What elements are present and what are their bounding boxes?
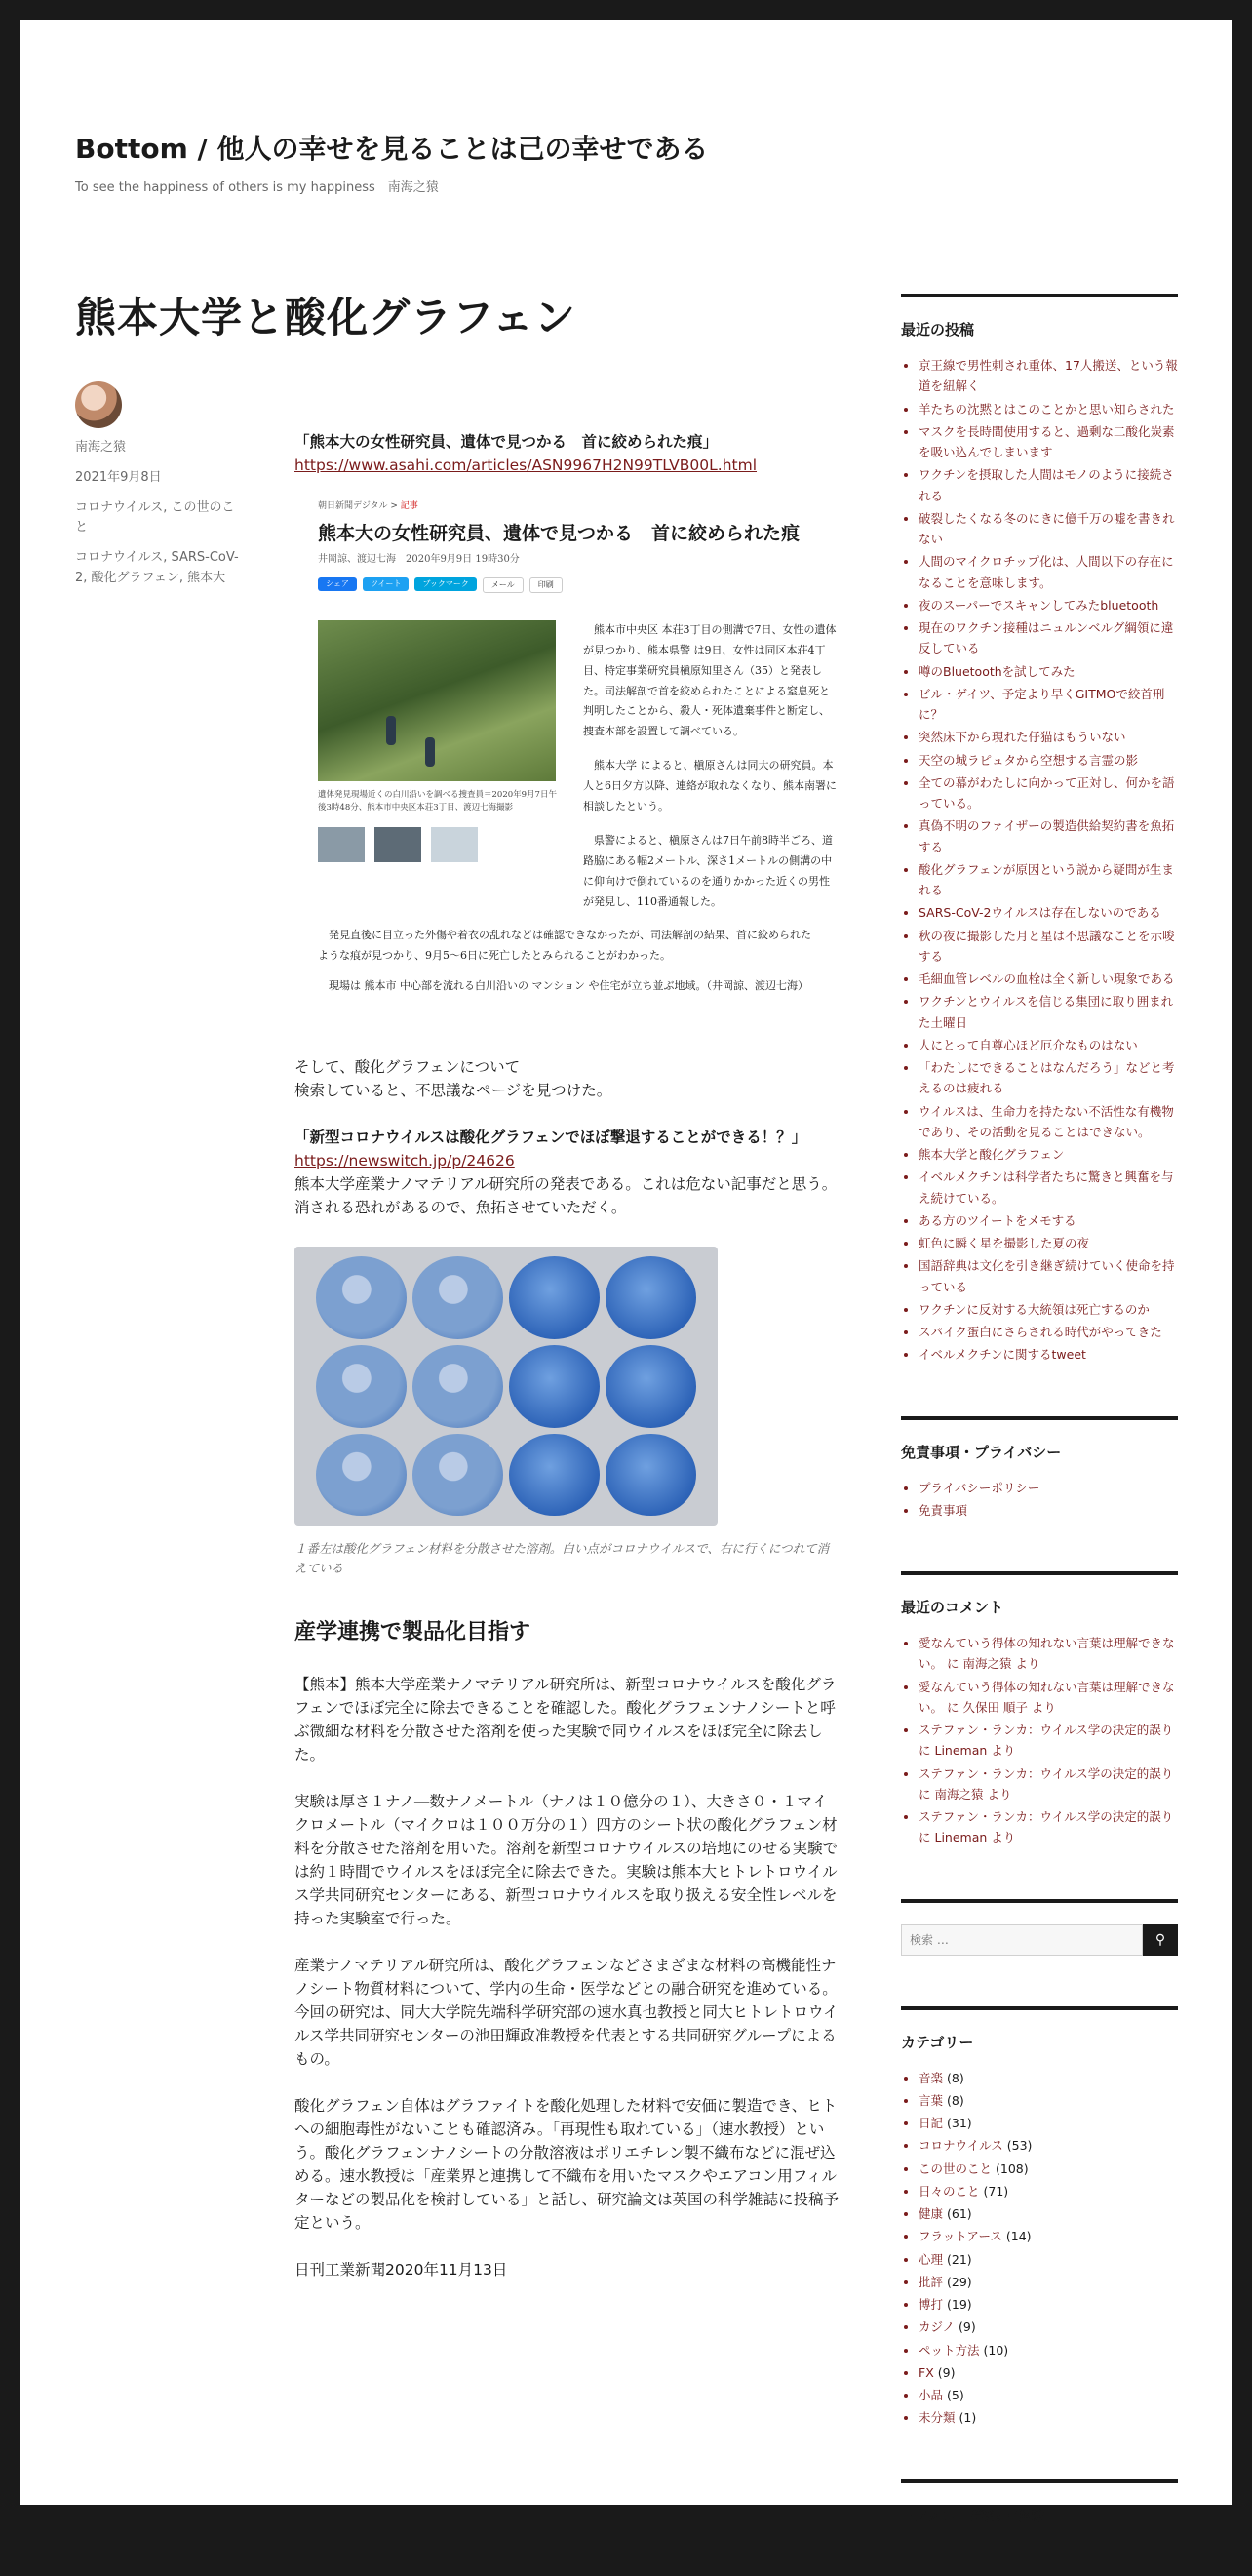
share-mail-button: メール <box>483 577 524 593</box>
category-count: (9) <box>937 2364 956 2380</box>
recent-post-link[interactable]: • 破裂したくなる冬のにきに億千万の嘘を書きれない <box>919 508 1178 550</box>
share-buttons <box>294 577 839 593</box>
site-header <box>75 128 1177 195</box>
category-name[interactable]: 博打 <box>919 2297 944 2312</box>
recent-post-link[interactable]: • 天空の城ラピュタから空想する言霊の影 <box>919 750 1178 771</box>
disclaimer-link[interactable]: • 免責事項 <box>919 1500 1178 1521</box>
privacy-policy-link[interactable]: • プライバシーポリシー <box>919 1478 1178 1498</box>
recent-post-link[interactable]: • 国語辞典は文化を引き継ぎ続けていく使命を持っている <box>919 1255 1178 1297</box>
recent-posts-widget <box>901 294 1178 1366</box>
category-name[interactable]: 日記 <box>919 2116 944 2130</box>
recent-post-link[interactable]: • ワクチンとウイルスを信じる集団に取り囲まれた土曜日 <box>919 991 1178 1033</box>
category-count: (21) <box>947 2251 972 2267</box>
category-count: (1) <box>959 2410 977 2426</box>
recent-post-link[interactable]: • 熊本大学と酸化グラフェン <box>919 1144 1178 1165</box>
recent-post-link[interactable]: • 噂のBluetoothを試してみた <box>919 661 1178 682</box>
follow-widget <box>901 2479 1178 2525</box>
category-name[interactable]: 音楽 <box>919 2070 944 2085</box>
recent-post-link[interactable]: • 全ての幕がわたしに向かって正対し、何かを語っている。 <box>919 773 1178 814</box>
recent-post-link[interactable]: • 毛細血管レベルの血栓は全く新しい現象である <box>919 969 1178 989</box>
well-plate-photo <box>294 1247 718 1526</box>
sidebar <box>901 294 1178 2576</box>
category-link[interactable] <box>919 2272 1178 2292</box>
news-paragraph: 熊本市中央区 本荘3丁目の側溝で7日、女性の遺体が見つかり、熊本県警 は9日、女性は同区本荘4丁目、特定事業研究員槇原知里さん（35）と発表した。司法解剖で首を絞められたことによる窒息死と判明したことから、殺人・死体遺棄事件と断定し、捜査本部を設置して調べている。 <box>583 622 837 738</box>
category-name[interactable]: FX <box>919 2364 934 2380</box>
section-heading: 産学連携で製品化目指す <box>294 1620 531 1645</box>
category-count: (29) <box>947 2274 972 2289</box>
figure-caption: １番左は酸化グラフェン材料を分散させた溶剤。白い点がコロナウイルスで、右に行くにつれて消えている <box>294 1541 830 1575</box>
recent-post-link[interactable]: • ワクチンに反対する大統領は死亡するのか <box>919 1299 1178 1320</box>
post-tags[interactable]: コロナウイルス, SARS-CoV-2, 酸化グラフェン, 熊本大 <box>75 550 239 585</box>
recent-post-link[interactable]: • 人間のマイクロチップ化は、人間以下の存在になることを意味します。 <box>919 551 1178 593</box>
post-date[interactable]: 2021年9月8日 <box>75 469 162 485</box>
category-link[interactable] <box>919 2362 1178 2383</box>
breadcrumb: 朝日新聞デジタル > 記事 <box>318 501 418 512</box>
category-count: (19) <box>947 2297 972 2312</box>
site-description: To see the happiness of others is my happiness 南海之猿 <box>75 180 439 195</box>
recent-comment-link[interactable]: • 愛なんていう得体の知れない言葉は理解できない。 に 南海之猿 より <box>919 1633 1178 1675</box>
category-name[interactable]: カジノ <box>919 2319 956 2335</box>
recent-post-link[interactable]: • イベルメクチンに関するtweet <box>919 1344 1178 1365</box>
link-asahi[interactable]: https://www.asahi.com/articles/ASN9967H2N99TLVB00L.html <box>294 456 758 475</box>
source-line: 日刊工業新聞2020年11月13日 <box>294 2261 508 2279</box>
post-meta <box>75 381 241 599</box>
categories-widget <box>901 2006 1178 2429</box>
news-paragraph: 発見直後に目立った外傷や着衣の乱れなどは確認できなかったが、司法解剖の結果、首に絞められたような痕が見つかり、9月5～6日に死亡したとみられることがわかった。 <box>318 929 811 963</box>
recent-post-link[interactable]: • 羊たちの沈黙とはこのことかと思い知らされた <box>919 399 1178 419</box>
widget-title: 最近の投稿 <box>901 321 975 338</box>
recent-post-link[interactable]: • イベルメクチンは科学者たちに驚きと興奮を与え続けている。 <box>919 1167 1178 1209</box>
category-link[interactable] <box>919 2294 1178 2315</box>
category-link[interactable] <box>919 2317 1178 2337</box>
category-link[interactable] <box>919 2407 1178 2428</box>
category-name[interactable]: ペット方法 <box>919 2342 980 2358</box>
search-input[interactable] <box>901 1924 1143 1956</box>
news-headline: 熊本大の女性研究員、遺体で見つかる 首に絞められた痕 <box>318 522 801 544</box>
news-photo <box>318 620 556 781</box>
recent-post-link[interactable]: • 京王線で男性刺され重体、17人搬送、という報道を紐解く <box>919 355 1178 397</box>
recent-post-link[interactable]: • ある方のツイートをメモする <box>919 1210 1178 1231</box>
recent-post-link[interactable]: • 現在のワクチン接種はニュルンベルグ綱領に違反している <box>919 617 1178 659</box>
recent-post-link[interactable]: • 夜のスーパーでスキャンしてみたbluetooth <box>919 595 1178 615</box>
category-count: (31) <box>947 2116 972 2130</box>
recent-post-link[interactable]: • 秋の夜に撮影した月と星は不思議なことを示唆する <box>919 926 1178 968</box>
category-count: (9) <box>959 2319 976 2335</box>
news-photo-caption: 遺体発見現場近くの白川沿いを調べる捜査員＝2020年9月7日午後3時48分、熊本市中央区本荘3丁目、渡辺七海撮影 <box>318 789 557 812</box>
paragraph: 実験は厚さ１ナノ―数ナノメートル（ナノは１０億分の１）、大きさ０・１マイクロメートル（マイクロは１００万分の１）四方のシート状の酸化グラフェン材料を分散させた溶剤を用いた。溶剤を新型コロナウイルスの培地にのせる実験では約１時間でウイルスをほぼ完全に除去できた。実験は熊本大ヒトレトロウイルス学共同研究センターにある、新型コロナウイルスを取り扱える安全性レベルを持った実験室で行った。 <box>294 1793 839 1928</box>
post-content <box>294 430 841 2305</box>
paragraph: そして、酸化グラフェンについて 検索していると、不思議なページを見つけた。 <box>294 1058 612 1100</box>
news-byline: 井岡諒、渡辺七海 2020年9月9日 19時30分 <box>318 554 520 566</box>
category-name[interactable]: 小品 <box>919 2388 944 2402</box>
recent-comment-link[interactable]: • ステファン・ランカ：ウイルス学の決定的誤り に 南海之猿 より <box>919 1764 1178 1805</box>
recent-post-link[interactable]: • ワクチンを摂取した人間はモノのように接続される <box>919 464 1178 506</box>
category-link[interactable] <box>919 2090 1178 2111</box>
category-name[interactable]: 健康 <box>919 2206 944 2221</box>
share-hatena-button: ブックマーク <box>414 577 476 591</box>
post-title: 熊本大学と酸化グラフェン <box>75 294 576 341</box>
recent-post-link[interactable]: • ウイルスは、生命力を持たない不活性な有機物であり、その活動を見ることはできない。 <box>919 1101 1178 1143</box>
category-count: (8) <box>947 2070 964 2085</box>
recent-post-link[interactable]: • 突然床下から現れた仔猫はもういない <box>919 727 1178 747</box>
quote-asahi: 「熊本大の女性研究員、遺体で見つかる 首に絞められた痕」 <box>294 433 719 451</box>
news-thumbnails <box>318 827 562 862</box>
category-count: (8) <box>947 2092 964 2108</box>
category-name[interactable]: 未分類 <box>919 2410 956 2426</box>
site-title[interactable]: Bottom / 他人の幸せを見ることは己の幸せである <box>75 133 709 165</box>
recent-post-link[interactable]: • 真偽不明のファイザーの製造供給契約書を魚拓する <box>919 815 1178 857</box>
share-print-button: 印刷 <box>529 577 563 593</box>
recent-post-link[interactable]: • ビル・ゲイツ、予定より早くGITMOで絞首刑に？ <box>919 684 1178 726</box>
recent-comments-widget <box>901 1571 1178 1848</box>
recent-post-link[interactable]: • スパイク蛋白にさらされる時代がやってきた <box>919 1322 1178 1342</box>
post-categories[interactable]: コロナウイルス, この世のこと <box>75 499 235 535</box>
category-count: (5) <box>947 2388 964 2402</box>
search-icon: ⚲ <box>1154 1931 1166 1947</box>
search-widget <box>901 1899 1178 1956</box>
category-count: (71) <box>983 2183 1009 2199</box>
page <box>20 20 1232 2524</box>
category-link[interactable] <box>919 2181 1178 2201</box>
category-name[interactable]: 言葉 <box>919 2092 944 2108</box>
category-count: (61) <box>947 2206 972 2221</box>
category-link[interactable] <box>919 2135 1178 2156</box>
category-count: (53) <box>1006 2138 1033 2154</box>
category-name[interactable]: フラットアース <box>919 2229 1002 2244</box>
category-link[interactable] <box>919 2203 1178 2224</box>
news-paragraph: 現場は 熊本市 中心部を流れる白川沿いの マンション や住宅が立ち並ぶ地域。（井岡諒、渡辺七海） <box>329 979 808 993</box>
category-link[interactable] <box>919 2113 1178 2133</box>
privacy-widget <box>901 1416 1178 1522</box>
link-newswitch[interactable]: https://newswitch.jp/p/24626 <box>294 1152 515 1170</box>
category-link[interactable] <box>919 2249 1178 2270</box>
paragraph: 【熊本】熊本大学産業ナノマテリアル研究所は、新型コロナウイルスを酸化グラフェンでほぼ完全に除去できることを確認した。酸化グラフェンナノシートと呼ぶ微細な材料を分散させた溶剤を使った実験で同ウイルスをほぼ完全に除去した。 <box>294 1676 837 1764</box>
recent-post-link[interactable]: • SARS-CoV-2ウイルスは存在しないのである <box>919 902 1178 923</box>
recent-comment-link[interactable]: • ステファン・ランカ：ウイルス学の決定的誤り に Lineman より <box>919 1806 1178 1848</box>
category-link[interactable] <box>919 2385 1178 2405</box>
category-name[interactable]: コロナウイルス <box>919 2138 1003 2154</box>
category-count: (10) <box>983 2342 1009 2358</box>
category-count: (108) <box>996 2160 1029 2176</box>
share-facebook-button: シェア <box>318 577 357 591</box>
quote-newswitch: 「新型コロナウイルスは酸化グラフェンでほぼ撃退することができる！？」 <box>294 1129 807 1147</box>
author-link[interactable]: 南海之猿 <box>75 440 127 455</box>
widget-title: 最近のコメント <box>901 1599 1004 1616</box>
recent-post-link[interactable]: • マスクを長時間使用すると、過剰な二酸化炭素を吸い込んでしまいます <box>919 421 1178 463</box>
category-link[interactable] <box>919 2226 1178 2246</box>
share-twitter-button: ツイート <box>363 577 410 591</box>
category-link[interactable] <box>919 2340 1178 2360</box>
category-name[interactable]: この世のこと <box>919 2160 993 2176</box>
recent-post-link[interactable]: • 虹色に瞬く星を撮影した夏の夜 <box>919 1233 1178 1253</box>
category-count: (14) <box>1005 2229 1032 2244</box>
paragraph: 熊本大学産業ナノマテリアル研究所の発表である。これは危ない記事だと思う。 消される恐れがあるので、魚拓させていただく。 <box>294 1175 838 1217</box>
recent-post-link[interactable]: • 酸化グラフェンが原因という説から疑問が生まれる <box>919 859 1178 901</box>
widget-title: 免責事項・プライバシー <box>901 1443 1062 1461</box>
avatar <box>75 381 122 428</box>
category-name[interactable]: 批評 <box>919 2274 944 2289</box>
news-screenshot <box>294 500 839 997</box>
search-button[interactable] <box>1143 1924 1178 1956</box>
recent-post-link[interactable]: • 人にとって自尊心ほど厄介なものはない <box>919 1035 1178 1055</box>
paragraph: 産業ナノマテリアル研究所は、酸化グラフェンなどさまざまな材料の高機能性ナノシート物質材料について、学内の生命・医学などとの融合研究を進めている。今回の研究は、同大大学院先端科学研究部の速水真也教授と同大ヒトレトロウイルス学共同研究センターの池田輝政准教授を代表とする共同研究グループによるもの。 <box>294 1957 839 2069</box>
news-paragraph: 県警によると、槇原さんは7日午前8時半ごろ、道路脇にある幅2メートル、深さ1メートルの側溝の中に仰向けで倒れているのを通りかかった近くの男性が発見し、110番通報した。 <box>583 833 833 908</box>
widget-title: +フォロー登録・解除 <box>901 2506 1044 2524</box>
widget-title: カテゴリー <box>901 2033 974 2051</box>
category-link[interactable] <box>919 2068 1178 2088</box>
news-paragraph: 熊本大学 によると、槇原さんは同大の研究員。本人と6日夕方以降、連絡が取れなくなり、熊本南署に相談したという。 <box>583 759 837 813</box>
recent-comment-link[interactable]: • 愛なんていう得体の知れない言葉は理解できない。 に 久保田 順子 より <box>919 1677 1178 1719</box>
category-name[interactable]: 日々のこと <box>919 2183 980 2199</box>
category-name[interactable]: 心理 <box>919 2251 944 2267</box>
recent-post-link[interactable]: • 「わたしにできることはなんだろう」などと考えるのは疲れる <box>919 1057 1178 1099</box>
recent-comment-link[interactable]: • ステファン・ランカ：ウイルス学の決定的誤り に Lineman より <box>919 1720 1178 1762</box>
paragraph: 酸化グラフェン自体はグラファイトを酸化処理した材料で安価に製造でき、ヒトへの細胞毒性がないことも確認済み。「再現性も取れている」（速水教授）という。酸化グラフェンナノシートの分散溶液はポリエチレン製不織布などに混ぜ込める。速水教授は「産業界と連携して不織布を用いたマスクやエアコン用フィルターなどの製品化を検討している」と話し、研究論文は英国の科学雑誌に投稿予定という。 <box>294 2097 840 2233</box>
category-link[interactable] <box>919 2159 1178 2179</box>
